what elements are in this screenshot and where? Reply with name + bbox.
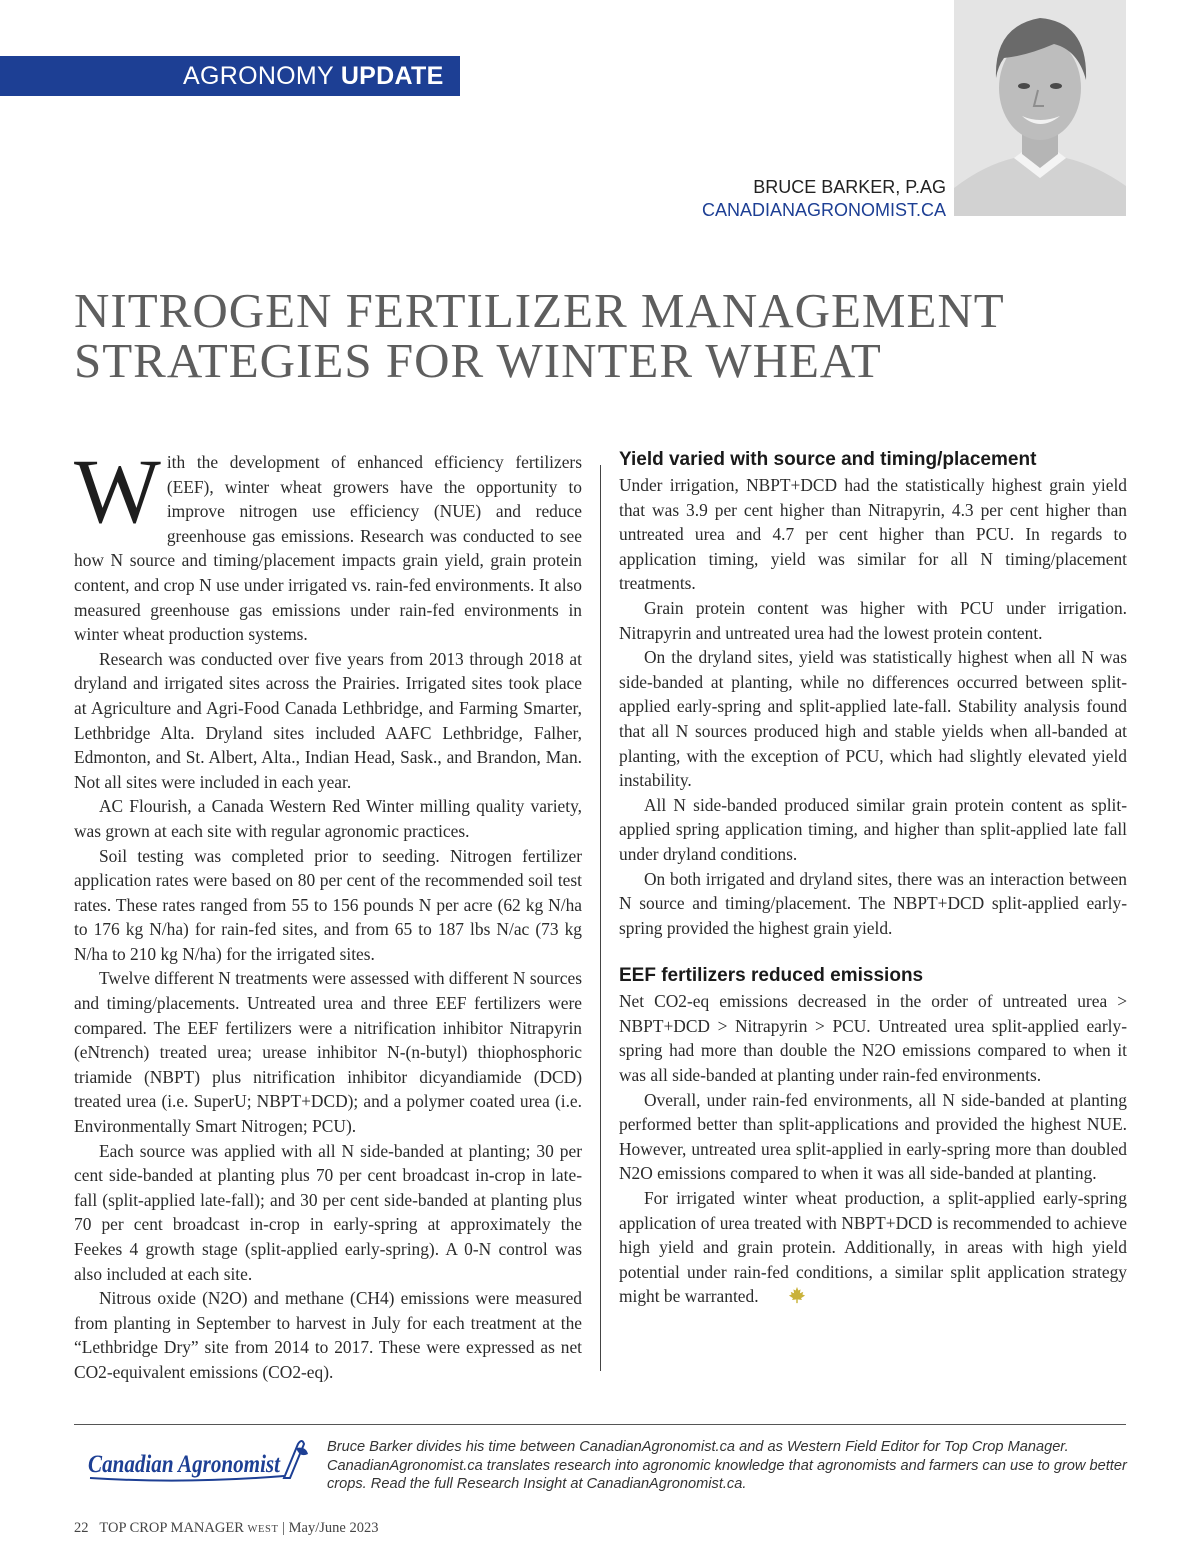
footer-rule (74, 1424, 1126, 1425)
issue-date: | May/June 2023 (282, 1520, 379, 1536)
author-note: Bruce Barker divides his time between CanadianAgronomist.ca and as Western Field Editor for Top Crop Manager. CanadianAgronomist.ca translates research into agronomic knowledge that agronomists and farmers can use to grow better crops. Read the full Research Insight at CanadianAgronomist.ca. (327, 1439, 1127, 1492)
author-name: BRUCE BARKER, P.AG (753, 177, 946, 197)
body-paragraph: Each source was applied with all N side-banded at planting; 30 per cent side-banded at planting plus 70 per cent broadcast in-crop in late-fall (split-applied late-fall); and 30 per cent side-banded at planting plus 70 per cent broadcast in-crop in early-spring at approximately the Feekes 4 growth stage (split-applied early-spring). A 0-N control was also included at each site. (74, 1140, 582, 1284)
body-paragraph: AC Flourish, a Canada Western Red Winter milling quality variety, was grown at each site with regular agronomic practices. (74, 796, 582, 841)
column-divider (600, 465, 601, 1371)
author-site: CANADIANAGRONOMIST.CA (701, 200, 946, 220)
body-paragraph: Soil testing was completed prior to seeding. Nitrogen fertilizer application rates were based on 80 per cent of the recommended soil test rates. These rates ranged from 55 to 156 pounds N per acre (62 kg N/ha to 176 kg N/ha) for rain-fed sites, and from 65 to 187 lbs N/ac (73 kg N/ha to 210 kg N/ha) for the irrigated sites. (74, 845, 582, 964)
right-column (619, 448, 1127, 1311)
logo-text: Canadian Agronomist (88, 1451, 281, 1478)
body-paragraph: Overall, under rain-fed environments, all N side-banded at planting performed better than split-applications and provided the highest NUE. However, untreated urea split-applied in early-spring more than doubled N2O emissions compared to when it was all side-banded at planting. (619, 1089, 1127, 1184)
section-heading-yield: Yield varied with source and timing/placement (619, 449, 1037, 470)
body-paragraph: Nitrous oxide (N2O) and methane (CH4) emissions were measured from planting in September to harvest in July for each treatment at the “Lethbridge Dry” site from 2014 to 2017. These were expressed as net CO2-equivalent emissions (CO2-eq). (74, 1288, 582, 1382)
intro-text: ith the development of enhanced efficiency fertilizers (EEF), winter wheat growers have the opportunity to improve nitrogen use efficiency (NUE) and reduce greenhouse gas emissions. Research was conducted to see how N source and timing/placement impacts grain yield, grain protein content, and crop N use under irrigated vs. rain-fed environments. It also measured greenhouse gas emissions under rain-fed environments in winter wheat production systems. (74, 452, 582, 645)
body-paragraph: Grain protein content was higher with PCU under irrigation. Nitrapyrin and untreated urea had the lowest protein content. (619, 597, 1127, 643)
section-banner (0, 56, 460, 96)
body-paragraph: Twelve different N treatments were assessed with different N sources and timing/placements. Untreated urea and three EEF fertilizers were compared. The EEF fertilizers were a nitrification inhibitor Nitrapyrin (eNtrench) treated urea; urease inhibitor N-(n-butyl) thiophosphoric triamide (NBPT) plus nitrification inhibitor dicyandiamide (DCD) treated urea (i.e. SuperU; NBPT+DCD); and a polymer coated urea (i.e. Environmentally Smart Nitrogen; PCU). (74, 968, 582, 1137)
body-paragraph: Under irrigation, NBPT+DCD had the statistically highest grain yield that was 3.9 per cent higher than Nitrapyrin, 4.3 per cent higher than untreated urea and 4.7 per cent higher than PCU. In regards to application timing, yield was similar for all N timing/placement treatments. (619, 475, 1127, 594)
magazine-name: TOP CROP MANAGER (99, 1520, 244, 1536)
page-number: 22 (74, 1520, 89, 1536)
body-paragraph: On the dryland sites, yield was statistically highest when all N was side-banded at planting, while no differences occurred between split-applied early-spring and split-applied late-fall. Stability analysis found that all N sources produced high and stable yields when all-banded at planting, with the exception of PCU, which had slightly elevated yield instability. (619, 647, 1127, 791)
title-line-2: STRATEGIES FOR WINTER WHEAT (74, 333, 882, 388)
page-folio (74, 1520, 378, 1537)
intro-paragraph (74, 440, 582, 647)
canadian-agronomist-logo (84, 1434, 316, 1488)
title-line-1: NITROGEN FERTILIZER MANAGEMENT (74, 283, 1005, 338)
body-paragraph: All N side-banded produced similar grain protein content as split-applied spring application timing, and higher than split-applied late fall under dryland conditions. (619, 794, 1127, 864)
section-bold: UPDATE (340, 62, 444, 90)
author-byline (702, 176, 946, 222)
magazine-edition: WEST (247, 1524, 279, 1535)
drop-cap: W (74, 440, 161, 542)
closing-paragraph (619, 1186, 1127, 1311)
left-column (74, 440, 582, 1385)
section-prefix: AGRONOMY (183, 62, 334, 90)
maple-leaf-icon (763, 1286, 806, 1311)
author-portrait-illustration (954, 0, 1126, 216)
closing-text: For irrigated winter wheat production, a split-applied early-spring application of urea treated with NBPT+DCD is recommended to achieve high yield and grain protein. Additionally, in areas with high yield potential under rain-fed conditions, a similar split application strategy might be warranted. (619, 1188, 1127, 1307)
author-photo (954, 0, 1126, 216)
section-heading-emissions: EEF fertilizers reduced emissions (619, 965, 924, 987)
article-title (74, 283, 1134, 388)
body-paragraph: Net CO2-eq emissions decreased in the order of untreated urea > NBPT+DCD > Nitrapyrin > PCU. Untreated urea split-applied early-spring had more than double the N2O emissions compared to when it was all side-banded at planting under rain-fed environments. (619, 991, 1127, 1086)
body-paragraph: On both irrigated and dryland sites, there was an interaction between N source and timing/placement. The NBPT+DCD split-applied early-spring provided the highest grain yield. (619, 868, 1127, 938)
body-paragraph: Research was conducted over five years from 2013 through 2018 at dryland and irrigated sites across the Prairies. Irrigated sites took place at Agriculture and Agri-Food Canada Lethbridge, and Farming Smarter, Lethbridge Alta. Dryland sites included AAFC Lethbridge, Falher, Edmonton, and St. Albert, Alta., Indian Head, Sask., and Brandon, Man. Not all sites were included in each year. (74, 648, 582, 792)
